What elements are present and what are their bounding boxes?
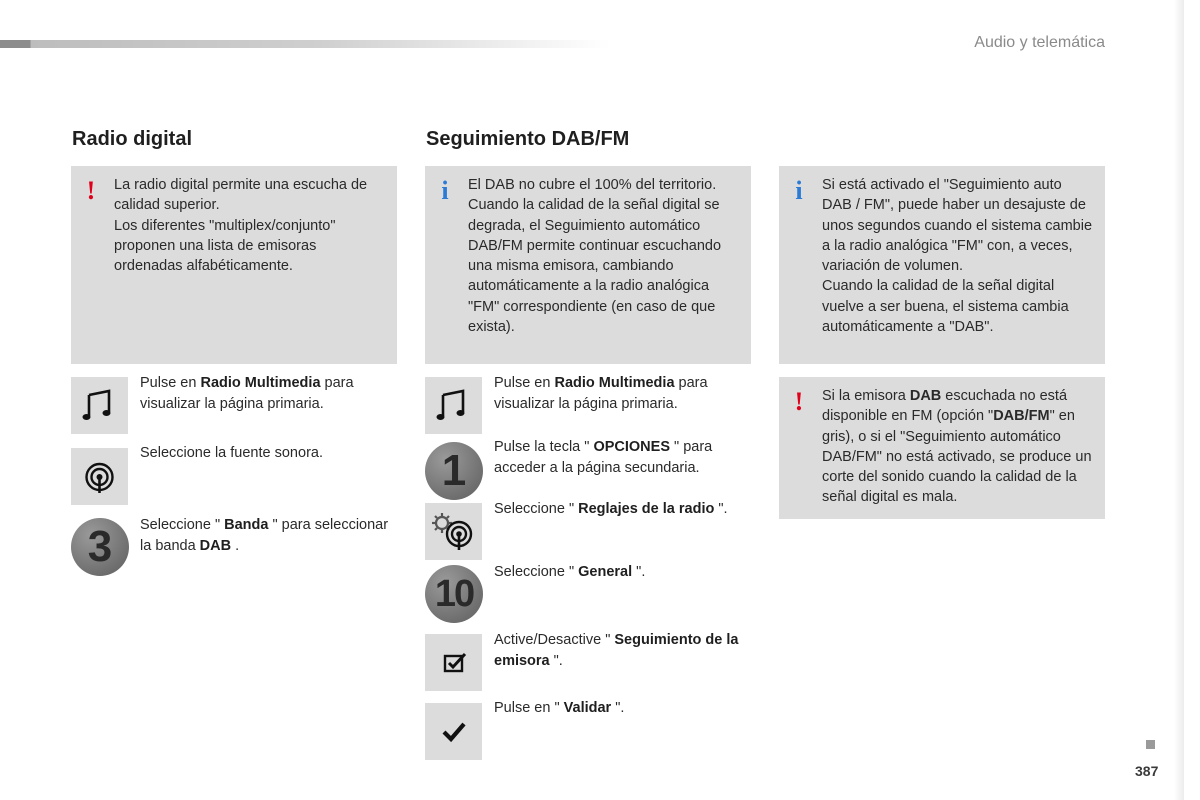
- step-text: Seleccione " General ".: [494, 564, 646, 580]
- step-text: Seleccione " Reglajes de la radio ".: [494, 501, 728, 517]
- info-icon: i: [795, 176, 803, 205]
- note-text: Si la emisora DAB escuchada no está disponible en FM (opción "DAB/FM" en gris), o si el "Seguimiento automático DAB/FM" no está activado, se produce un corte del sonido cuando la calidad de la señal digital es mala.: [822, 388, 1092, 506]
- page-marker: [1146, 740, 1155, 749]
- music-notes-icon: [425, 377, 482, 434]
- section-title-seguimiento: Seguimiento DAB/FM: [426, 128, 630, 150]
- step-text: Pulse la tecla " OPCIONES " para acceder a la página secundaria.: [494, 439, 713, 476]
- music-notes-icon: [71, 377, 128, 434]
- info-note-seguimiento: [425, 166, 751, 364]
- warning-icon: !: [86, 176, 96, 205]
- page-edge-shadow: [1174, 0, 1184, 800]
- radio-settings-icon: [425, 503, 482, 560]
- page-number: 387: [1135, 763, 1159, 779]
- radio-source-icon: [71, 448, 128, 505]
- chapter-title: Audio y telemática: [974, 34, 1105, 51]
- step-text: Seleccione la fuente sonora.: [140, 445, 323, 461]
- step-text: Seleccione " Banda " para seleccionar la banda DAB .: [140, 517, 389, 554]
- section-title-radio-digital: Radio digital: [72, 128, 192, 150]
- header-bar: [0, 40, 610, 48]
- warning-icon: !: [794, 387, 804, 416]
- step-text: Pulse en Radio Multimedia para visualizar la página primaria.: [494, 375, 708, 412]
- warning-note-dab-fm: [779, 377, 1105, 519]
- info-note-auto-dab-fm: [779, 166, 1105, 364]
- note-text: El DAB no cubre el 100% del territorio. Cuando la calidad de la señal digital se degrada, el Seguimiento automático DAB/FM permite continuar escuchando una misma emisora, cambiando automáticamente a la radio analógica "FM" correspondiente (en caso de que exista).: [468, 177, 722, 336]
- note-text: La radio digital permite una escucha de calidad superior. Los diferentes "multiplex/conjunto" proponen una lista de emisoras ordenadas alfabéticamente.: [114, 177, 368, 275]
- note-text: Si está activado el "Seguimiento auto DAB / FM", puede haber un desajuste de unos segundos cuando el sistema cambie a la radio analógica "FM" con, a veces, variación de volumen. Cuando la calidad de la señal digital vuelve a ser buena, el sistema cambia automáticamente a "DAB".: [822, 177, 1093, 336]
- checkmark-icon: [425, 703, 482, 760]
- step-number-badge: 3: [71, 518, 129, 576]
- step-number-badge: 1: [425, 442, 483, 500]
- step-text: Pulse en " Validar ".: [494, 700, 625, 716]
- step-text: Pulse en Radio Multimedia para visualizar la página primaria.: [140, 375, 354, 412]
- step-text: Active/Desactive " Seguimiento de la emisora ".: [494, 632, 739, 669]
- warning-note-radio-digital: [71, 166, 397, 364]
- step-number-badge: 10: [425, 565, 483, 623]
- info-icon: i: [441, 176, 449, 205]
- checkbox-icon: [425, 634, 482, 691]
